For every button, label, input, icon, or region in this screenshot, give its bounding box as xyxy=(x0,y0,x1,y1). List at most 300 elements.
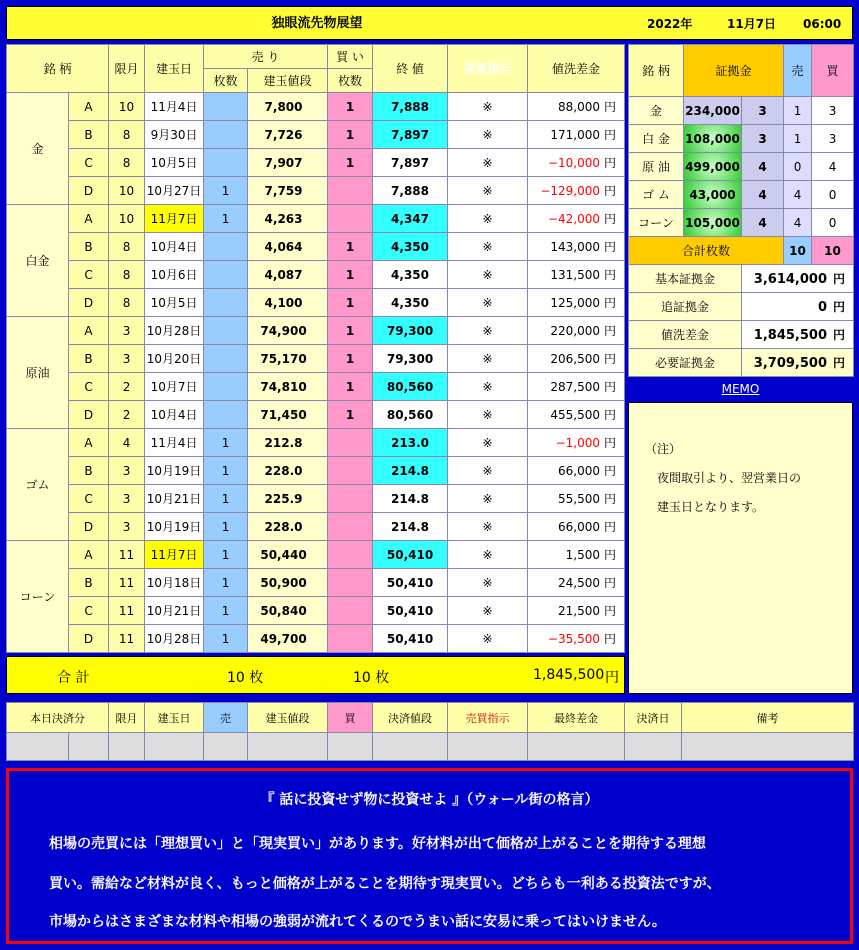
row-price: 225.9 xyxy=(248,485,328,513)
col-close: 終 値 xyxy=(373,45,448,93)
row-key: C xyxy=(69,485,109,513)
row-price: 50,900 xyxy=(248,569,328,597)
row-price: 4,263 xyxy=(248,205,328,233)
row-signal: ※ xyxy=(448,485,528,513)
table-row xyxy=(7,597,625,625)
row-key: C xyxy=(69,373,109,401)
row-price: 7,759 xyxy=(248,177,328,205)
row-close: 7,888 xyxy=(373,177,448,205)
margin-buy: 4 xyxy=(812,153,854,181)
row-price: 50,440 xyxy=(248,541,328,569)
row-sell-count xyxy=(204,93,248,121)
table-row xyxy=(7,429,625,457)
row-signal: ※ xyxy=(448,317,528,345)
row-signal: ※ xyxy=(448,121,528,149)
settle-empty-cell xyxy=(145,733,204,761)
diff-value: 55,500 xyxy=(558,492,601,506)
margin-count: 4 xyxy=(742,209,784,237)
row-close: 79,300 xyxy=(373,317,448,345)
table-row xyxy=(7,233,625,261)
row-price: 4,100 xyxy=(248,289,328,317)
row-sell-count: 1 xyxy=(204,569,248,597)
table-row xyxy=(7,261,625,289)
yen-unit: 円 xyxy=(833,356,846,370)
row-month: 2 xyxy=(109,401,145,429)
row-signal: ※ xyxy=(448,205,528,233)
row-price: 50,840 xyxy=(248,597,328,625)
row-sell-count: 1 xyxy=(204,541,248,569)
row-sell-count xyxy=(204,121,248,149)
col-signal: 売買指示 xyxy=(448,45,528,93)
settle-col: 最終差金 xyxy=(528,703,625,733)
row-month: 10 xyxy=(109,177,145,205)
row-date: 11月4日 xyxy=(145,429,204,457)
row-month: 4 xyxy=(109,429,145,457)
row-date: 10月20日 xyxy=(145,345,204,373)
row-key: D xyxy=(69,177,109,205)
yen-unit: 円 xyxy=(604,604,617,618)
row-month: 3 xyxy=(109,317,145,345)
row-diff xyxy=(528,513,625,541)
row-month: 11 xyxy=(109,597,145,625)
row-key: C xyxy=(69,597,109,625)
margin-value: 499,000 xyxy=(684,153,742,181)
row-price: 228.0 xyxy=(248,457,328,485)
settle-col: 買 xyxy=(328,703,373,733)
memo-line: 建玉日となります。 xyxy=(645,500,765,514)
yen-unit: 円 xyxy=(833,272,846,286)
row-diff xyxy=(528,541,625,569)
row-month: 8 xyxy=(109,289,145,317)
side-col-buy: 買 xyxy=(812,45,854,97)
row-key: D xyxy=(69,401,109,429)
row-month: 10 xyxy=(109,93,145,121)
row-price: 7,726 xyxy=(248,121,328,149)
yen-unit: 円 xyxy=(604,296,617,310)
row-price: 49,700 xyxy=(248,625,328,653)
row-signal: ※ xyxy=(448,513,528,541)
row-month: 8 xyxy=(109,261,145,289)
side-total-label: 合計枚数 xyxy=(629,237,784,265)
settle-empty-cell xyxy=(328,733,373,761)
row-signal: ※ xyxy=(448,597,528,625)
col-diff: 値洗差金 xyxy=(528,45,625,93)
row-sell-count: 1 xyxy=(204,625,248,653)
row-close: 80,560 xyxy=(373,401,448,429)
row-close: 7,888 xyxy=(373,93,448,121)
totals-diff: 1,845,500 xyxy=(533,667,605,683)
diff-value: 287,500 xyxy=(550,380,601,394)
yen-unit: 円 xyxy=(604,380,617,394)
totals-bar xyxy=(6,656,625,694)
row-diff xyxy=(528,177,625,205)
settle-empty-cell xyxy=(204,733,248,761)
row-price: 74,810 xyxy=(248,373,328,401)
row-signal: ※ xyxy=(448,177,528,205)
col-name: 銘 柄 xyxy=(7,45,109,93)
row-signal: ※ xyxy=(448,93,528,121)
margin-sell: 1 xyxy=(784,125,812,153)
row-buy-count: 1 xyxy=(328,233,373,261)
row-key: C xyxy=(69,261,109,289)
margin-buy: 3 xyxy=(812,125,854,153)
row-date: 11月7日 xyxy=(145,205,204,233)
row-key: B xyxy=(69,345,109,373)
settle-col: 決済日 xyxy=(625,703,682,733)
row-buy-count xyxy=(328,485,373,513)
row-price: 212.8 xyxy=(248,429,328,457)
row-month: 11 xyxy=(109,541,145,569)
row-date: 9月30日 xyxy=(145,121,204,149)
row-buy-count xyxy=(328,429,373,457)
diff-value: 125,000 xyxy=(550,296,601,310)
row-diff xyxy=(528,457,625,485)
table-row xyxy=(7,289,625,317)
row-date: 10月28日 xyxy=(145,317,204,345)
col-month: 限月 xyxy=(109,45,145,93)
margin-sell: 4 xyxy=(784,209,812,237)
row-price: 75,170 xyxy=(248,345,328,373)
row-close: 80,560 xyxy=(373,373,448,401)
col-price: 建玉値段 xyxy=(248,69,328,93)
row-buy-count: 1 xyxy=(328,345,373,373)
row-close: 214.8 xyxy=(373,457,448,485)
row-signal: ※ xyxy=(448,541,528,569)
row-date: 10月27日 xyxy=(145,177,204,205)
row-diff xyxy=(528,569,625,597)
row-date: 10月5日 xyxy=(145,289,204,317)
row-diff xyxy=(528,317,625,345)
col-buy-count: 枚数 xyxy=(328,69,373,93)
totals-yen: 円 xyxy=(605,670,619,686)
summary-amount: 1,845,500 xyxy=(753,328,827,343)
margin-row xyxy=(629,97,854,125)
row-date: 10月21日 xyxy=(145,485,204,513)
yen-unit: 円 xyxy=(604,324,617,338)
row-sell-count: 1 xyxy=(204,429,248,457)
row-date: 10月5日 xyxy=(145,149,204,177)
row-buy-count xyxy=(328,177,373,205)
margin-name: ゴ ム xyxy=(629,181,684,209)
row-close: 7,897 xyxy=(373,149,448,177)
margin-buy: 0 xyxy=(812,209,854,237)
row-date: 10月6日 xyxy=(145,261,204,289)
diff-value: 220,000 xyxy=(550,324,601,338)
quote-title: 『 話に投資せず物に投資せよ 』（ウォール街の格言） xyxy=(260,792,599,808)
yen-unit: 円 xyxy=(604,212,617,226)
row-buy-count: 1 xyxy=(328,289,373,317)
row-buy-count: 1 xyxy=(328,93,373,121)
margin-table xyxy=(628,44,854,377)
row-key: D xyxy=(69,625,109,653)
row-month: 3 xyxy=(109,345,145,373)
margin-buy: 3 xyxy=(812,97,854,125)
row-price: 4,087 xyxy=(248,261,328,289)
yen-unit: 円 xyxy=(604,268,617,282)
row-month: 8 xyxy=(109,233,145,261)
quote-line: 相場の売買には「理想買い」と「現実買い」があります。好材料が出て価格が上がることを期待する理想 xyxy=(49,836,706,852)
row-date: 10月21日 xyxy=(145,597,204,625)
summary-amount: 0 xyxy=(817,300,827,315)
group-label: コーン xyxy=(7,541,69,653)
row-signal: ※ xyxy=(448,625,528,653)
diff-value: 143,000 xyxy=(550,240,601,254)
settle-empty-cell xyxy=(625,733,682,761)
diff-value: 66,000 xyxy=(558,520,601,534)
row-key: A xyxy=(69,93,109,121)
table-row xyxy=(7,569,625,597)
row-date: 10月4日 xyxy=(145,233,204,261)
margin-count: 4 xyxy=(742,153,784,181)
margin-value: 108,000 xyxy=(684,125,742,153)
row-sell-count xyxy=(204,261,248,289)
row-buy-count: 1 xyxy=(328,373,373,401)
row-signal: ※ xyxy=(448,429,528,457)
table-row xyxy=(7,345,625,373)
diff-value: 455,500 xyxy=(550,408,601,422)
yen-unit: 円 xyxy=(604,240,617,254)
table-row xyxy=(7,457,625,485)
margin-row xyxy=(629,209,854,237)
settle-col: 建玉値段 xyxy=(248,703,328,733)
row-signal: ※ xyxy=(448,401,528,429)
summary-label: 基本証拠金 xyxy=(629,265,742,293)
row-close: 214.8 xyxy=(373,513,448,541)
margin-row xyxy=(629,125,854,153)
margin-value: 43,000 xyxy=(684,181,742,209)
side-total-sell: 10 xyxy=(784,237,812,265)
row-sell-count xyxy=(204,345,248,373)
side-col-margin: 証拠金 xyxy=(684,45,784,97)
settle-empty-cell xyxy=(7,733,69,761)
settle-col: 本日決済分 xyxy=(7,703,109,733)
diff-value: −35,500 xyxy=(547,632,601,646)
diff-value: −10,000 xyxy=(547,156,601,170)
quote-line: 買い。需給など材料が良く、もっと価格が上がることを期待す現実買い。どちらも一利ある投資法ですが、 xyxy=(49,876,721,892)
col-sell: 売 り xyxy=(204,45,328,69)
summary-label: 値洗差金 xyxy=(629,321,742,349)
row-buy-count: 1 xyxy=(328,261,373,289)
row-date: 10月19日 xyxy=(145,457,204,485)
row-buy-count xyxy=(328,597,373,625)
summary-row xyxy=(629,321,854,349)
yen-unit: 円 xyxy=(604,128,617,142)
side-col-name: 銘 柄 xyxy=(629,45,684,97)
yen-unit: 円 xyxy=(604,576,617,590)
memo-box xyxy=(628,402,853,694)
row-buy-count: 1 xyxy=(328,121,373,149)
margin-row xyxy=(629,153,854,181)
row-key: A xyxy=(69,205,109,233)
row-price: 228.0 xyxy=(248,513,328,541)
settle-col: 限月 xyxy=(109,703,145,733)
row-buy-count xyxy=(328,457,373,485)
yen-unit: 円 xyxy=(604,100,617,114)
row-date: 10月28日 xyxy=(145,625,204,653)
row-month: 3 xyxy=(109,513,145,541)
settle-empty-cell xyxy=(448,733,528,761)
row-close: 4,350 xyxy=(373,261,448,289)
row-buy-count: 1 xyxy=(328,149,373,177)
side-col-sell: 売 xyxy=(784,45,812,97)
row-key: B xyxy=(69,457,109,485)
row-date: 10月19日 xyxy=(145,513,204,541)
row-diff xyxy=(528,261,625,289)
row-sell-count xyxy=(204,373,248,401)
row-signal: ※ xyxy=(448,457,528,485)
row-date: 11月4日 xyxy=(145,93,204,121)
row-key: B xyxy=(69,233,109,261)
row-close: 79,300 xyxy=(373,345,448,373)
row-diff xyxy=(528,485,625,513)
margin-row xyxy=(629,181,854,209)
row-close: 4,350 xyxy=(373,289,448,317)
row-close: 4,350 xyxy=(373,233,448,261)
settle-empty-cell xyxy=(248,733,328,761)
summary-value xyxy=(742,265,854,293)
settle-col: 建玉日 xyxy=(145,703,204,733)
diff-value: 21,500 xyxy=(558,604,601,618)
margin-count: 4 xyxy=(742,181,784,209)
table-row xyxy=(7,373,625,401)
row-diff xyxy=(528,401,625,429)
table-row xyxy=(7,205,625,233)
margin-sell: 1 xyxy=(784,97,812,125)
row-signal: ※ xyxy=(448,373,528,401)
group-label: ゴム xyxy=(7,429,69,541)
diff-value: −1,000 xyxy=(555,436,601,450)
row-close: 50,410 xyxy=(373,597,448,625)
row-month: 11 xyxy=(109,569,145,597)
row-price: 4,064 xyxy=(248,233,328,261)
row-diff xyxy=(528,233,625,261)
margin-name: 金 xyxy=(629,97,684,125)
yen-unit: 円 xyxy=(604,156,617,170)
settle-empty-cell xyxy=(682,733,854,761)
quote-box xyxy=(6,768,853,944)
row-close: 213.0 xyxy=(373,429,448,457)
row-signal: ※ xyxy=(448,261,528,289)
summary-row xyxy=(629,349,854,377)
row-signal: ※ xyxy=(448,569,528,597)
diff-value: 1,500 xyxy=(565,548,601,562)
row-buy-count: 1 xyxy=(328,317,373,345)
margin-sell: 4 xyxy=(784,181,812,209)
row-close: 214.8 xyxy=(373,485,448,513)
side-total-buy: 10 xyxy=(812,237,854,265)
group-label: 原油 xyxy=(7,317,69,429)
yen-unit: 円 xyxy=(833,300,846,314)
table-row xyxy=(7,625,625,653)
diff-value: 206,500 xyxy=(550,352,601,366)
row-key: C xyxy=(69,149,109,177)
group-label: 白金 xyxy=(7,205,69,317)
yen-unit: 円 xyxy=(833,328,846,342)
row-key: A xyxy=(69,541,109,569)
summary-value xyxy=(742,321,854,349)
row-diff xyxy=(528,429,625,457)
row-date: 10月7日 xyxy=(145,373,204,401)
header-time: 06:00 xyxy=(803,17,842,31)
yen-unit: 円 xyxy=(604,632,617,646)
row-diff xyxy=(528,345,625,373)
header-bar xyxy=(6,6,853,40)
row-diff xyxy=(528,149,625,177)
row-month: 11 xyxy=(109,625,145,653)
memo-link[interactable]: MEMO xyxy=(721,382,760,396)
row-price: 7,907 xyxy=(248,149,328,177)
page-title: 独眼流先物展望 xyxy=(271,16,363,31)
row-sell-count xyxy=(204,233,248,261)
diff-value: −129,000 xyxy=(540,184,601,198)
margin-name: コーン xyxy=(629,209,684,237)
row-signal: ※ xyxy=(448,345,528,373)
settle-col: 売 xyxy=(204,703,248,733)
settle-empty-cell xyxy=(109,733,145,761)
row-month: 3 xyxy=(109,485,145,513)
yen-unit: 円 xyxy=(604,548,617,562)
row-sell-count: 1 xyxy=(204,597,248,625)
totals-buy: 10 枚 xyxy=(353,670,390,686)
settlement-table xyxy=(6,702,854,761)
row-sell-count xyxy=(204,149,248,177)
diff-value: 131,500 xyxy=(550,268,601,282)
col-sell-count: 枚数 xyxy=(204,69,248,93)
row-key: B xyxy=(69,569,109,597)
row-diff xyxy=(528,93,625,121)
quote-line: 市場からはさまざまな材料や相場の強弱が流れてくるのでうまい話に安易に乗ってはいけません。 xyxy=(49,914,666,930)
yen-unit: 円 xyxy=(604,520,617,534)
row-close: 50,410 xyxy=(373,625,448,653)
header-year: 2022年 xyxy=(647,17,693,31)
row-key: D xyxy=(69,513,109,541)
totals-sell: 10 枚 xyxy=(227,670,264,686)
yen-unit: 円 xyxy=(604,408,617,422)
row-diff xyxy=(528,597,625,625)
row-month: 2 xyxy=(109,373,145,401)
settle-empty-cell xyxy=(69,733,109,761)
summary-label: 追証拠金 xyxy=(629,293,742,321)
header-date: 11月7日 xyxy=(727,17,777,31)
row-diff xyxy=(528,625,625,653)
row-sell-count xyxy=(204,317,248,345)
margin-sell: 0 xyxy=(784,153,812,181)
diff-value: 171,000 xyxy=(550,128,601,142)
row-buy-count xyxy=(328,513,373,541)
row-sell-count: 1 xyxy=(204,485,248,513)
col-buy: 買 い xyxy=(328,45,373,69)
yen-unit: 円 xyxy=(604,184,617,198)
table-row xyxy=(7,513,625,541)
table-row xyxy=(7,401,625,429)
table-row xyxy=(7,121,625,149)
row-buy-count xyxy=(328,541,373,569)
totals-label: 合 計 xyxy=(57,670,90,686)
margin-name: 白 金 xyxy=(629,125,684,153)
summary-row xyxy=(629,265,854,293)
margin-value: 105,000 xyxy=(684,209,742,237)
row-month: 8 xyxy=(109,149,145,177)
row-diff xyxy=(528,373,625,401)
row-date: 10月4日 xyxy=(145,401,204,429)
row-diff xyxy=(528,205,625,233)
table-row xyxy=(7,149,625,177)
row-key: A xyxy=(69,317,109,345)
row-close: 7,897 xyxy=(373,121,448,149)
summary-value xyxy=(742,349,854,377)
row-buy-count xyxy=(328,625,373,653)
summary-value xyxy=(742,293,854,321)
